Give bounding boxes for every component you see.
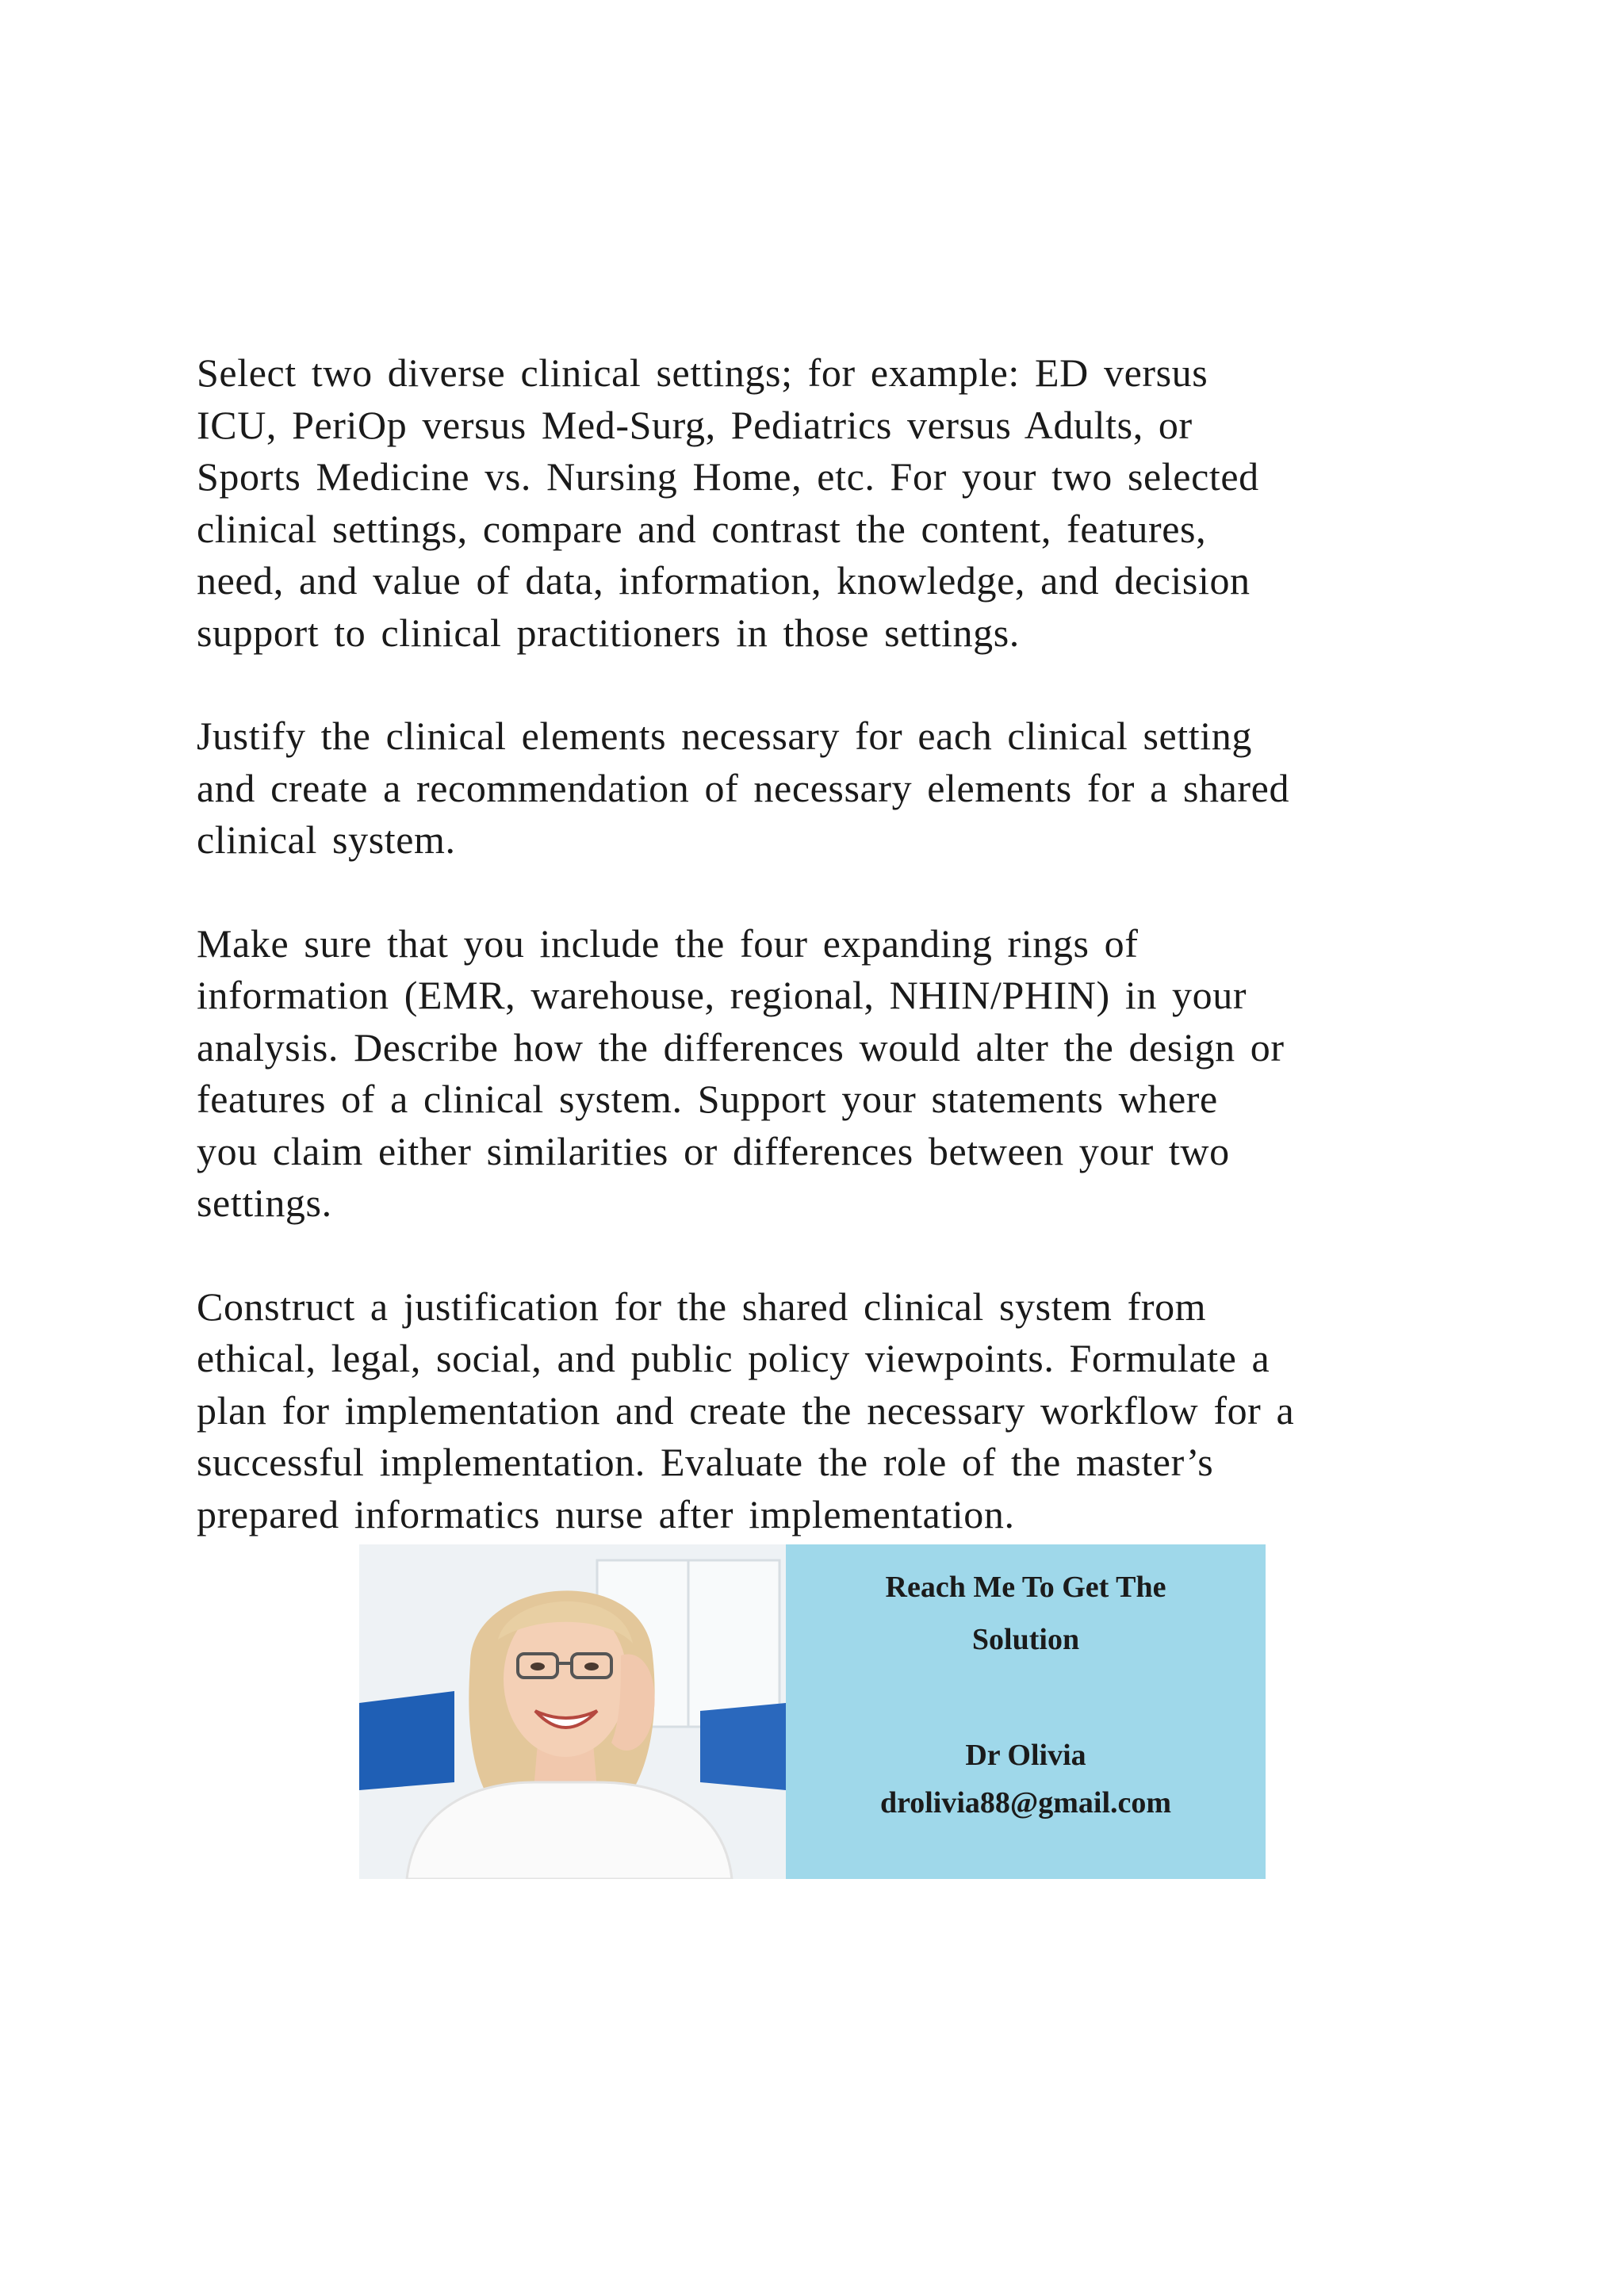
text-line: Construct a justification for the shared clinical system from (197, 1284, 1207, 1329)
text-line: clinical settings, compare and contrast the content, features, (197, 506, 1207, 551)
banner-heading-line1: Reach Me To Get The (885, 1571, 1166, 1604)
text-line: Sports Medicine vs. Nursing Home, etc. For your two selected (197, 454, 1259, 499)
text-line: prepared informatics nurse after implementation. (197, 1491, 1015, 1536)
text-line: settings. (197, 1181, 332, 1225)
text-line: analysis. Describe how the differences would alter the design or (197, 1024, 1285, 1070)
document-body (197, 347, 1434, 1540)
text-line: Make sure that you include the four expanding rings of (197, 920, 1139, 966)
text-line: features of a clinical system. Support your statements where (197, 1077, 1218, 1121)
contact-email: drolivia88@gmail.com (879, 1786, 1172, 1820)
paragraph-1 (197, 347, 1434, 659)
text-line: ICU, PeriOp versus Med-Surg, Pediatrics versus Adults, or (197, 402, 1193, 447)
text-line: Justify the clinical elements necessary for each clinical setting (197, 714, 1252, 758)
woman-photo (359, 1544, 786, 1879)
contact-name: Dr Olivia (965, 1739, 1086, 1772)
text-line: information (EMR, warehouse, regional, NHIN/PHIN) in your (197, 973, 1247, 1017)
text-line: ethical, legal, social, and public policy viewpoints. Formulate a (197, 1336, 1270, 1380)
text-line: you claim either similarities or differences between your two (197, 1128, 1230, 1173)
text-line: support to clinical practitioners in those settings. (197, 610, 1020, 655)
contact-banner (359, 1544, 1266, 1879)
paragraph-2 (197, 710, 1434, 867)
paragraph-4 (197, 1281, 1434, 1541)
text-line: Select two diverse clinical settings; for example: ED versus (197, 350, 1208, 395)
woman-illustration (359, 1544, 786, 1879)
text-line: successful implementation. Evaluate the role of the master’s (197, 1440, 1214, 1484)
text-line: plan for implementation and create the necessary workflow for a (197, 1387, 1295, 1433)
text-line: clinical system. (197, 817, 456, 862)
text-line: and create a recommendation of necessary elements for a shared (197, 765, 1290, 810)
text-line: need, and value of data, information, knowledge, and decision (197, 558, 1251, 603)
paragraph-3 (197, 918, 1434, 1230)
contact-panel (786, 1544, 1266, 1879)
banner-heading-line2: Solution (971, 1623, 1080, 1656)
